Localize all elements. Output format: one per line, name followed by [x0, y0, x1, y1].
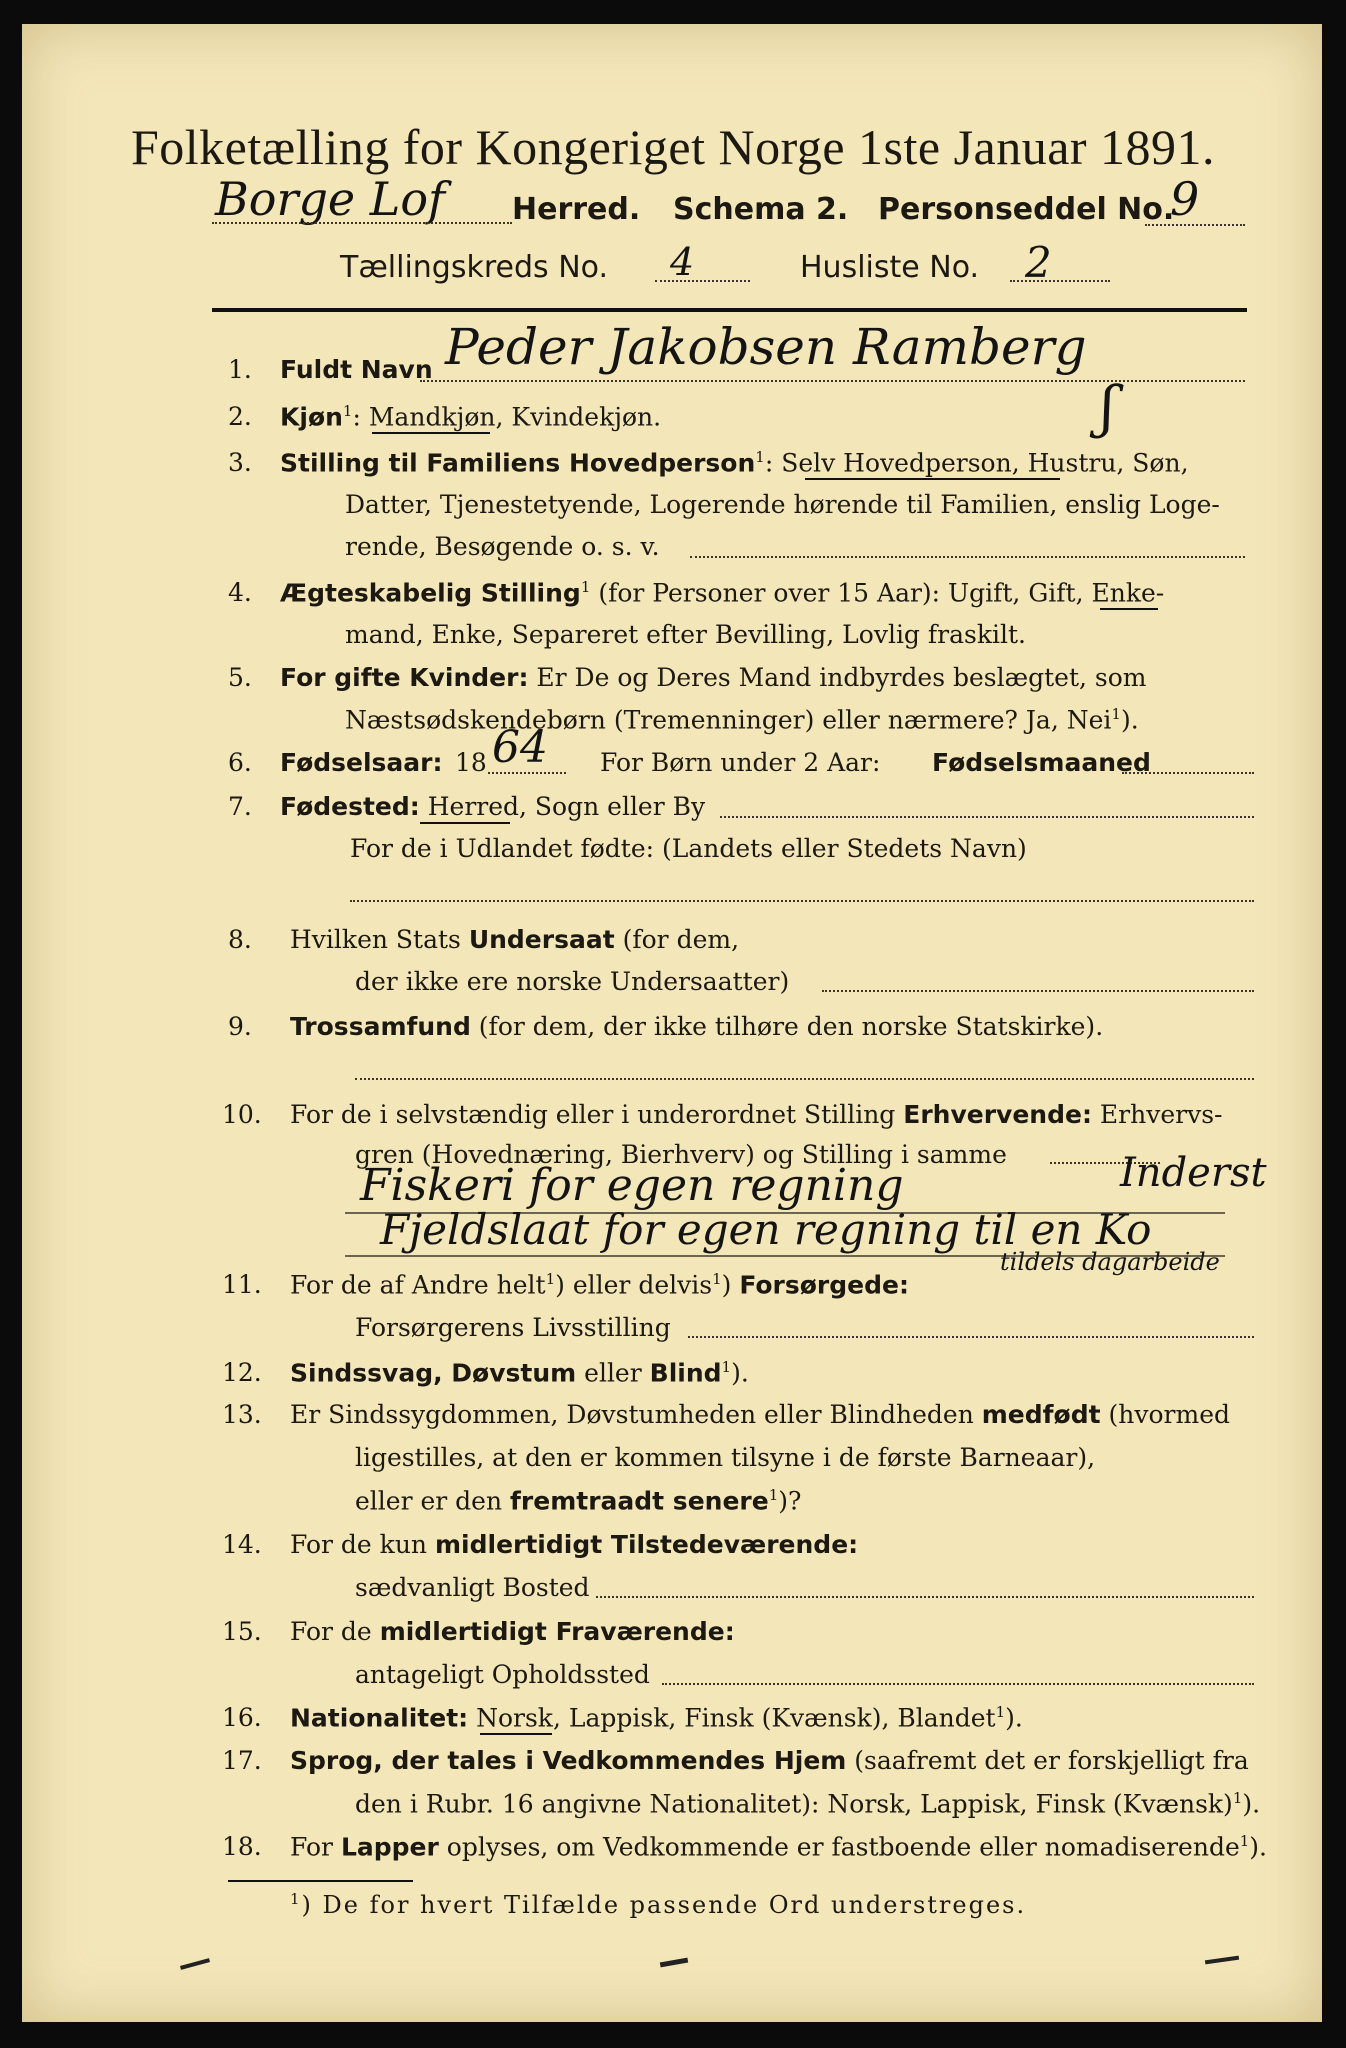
fodselsmaaned-label: Fødselsmaaned	[932, 748, 1151, 777]
lapper-text-1: For	[290, 1832, 341, 1862]
stilling-options-2: Datter, Tjenestetyende, Logerende hørende til Familien, enslig Loge-	[345, 490, 1220, 519]
erhverv-hand-3: tildels dagarbeide	[1000, 1248, 1220, 1276]
stilling-options-1: : Selv Hovedperson, Hustru, Søn,	[764, 448, 1189, 478]
husliste-dots	[1010, 280, 1110, 282]
erhverv-text-b: Erhvervs-	[1091, 1100, 1223, 1129]
item-number: 10.	[222, 1100, 262, 1129]
footnote-mark: 1	[545, 1270, 556, 1288]
born-under-text: For Børn under 2 Aar:	[600, 748, 881, 777]
footnote-mark: 1	[721, 1358, 732, 1376]
udlandet-text: For de i Udlandet fødte: (Landets eller Stedets Navn)	[350, 834, 1027, 863]
underline-herred	[420, 822, 510, 824]
erhverv-hand-2: Fjeldslaat for egen regning til en Ko	[380, 1205, 1152, 1254]
tilstede-row	[290, 1530, 858, 1559]
fravaerende-text: For de	[290, 1617, 380, 1646]
fodselsmaaned-dots	[1122, 772, 1254, 774]
nationalitet-label: Nationalitet:	[290, 1703, 469, 1733]
undersaat-label: Undersaat	[468, 925, 615, 954]
erhverv-text-2: gren (Hovednæring, Bierhverv) og Stilling i samme	[355, 1140, 1007, 1169]
kjon-label: Kjøn	[280, 402, 343, 432]
item-number: 8.	[228, 925, 252, 954]
form-title: Folketælling for Kongeriget Norge 1ste Januar 1891.	[130, 119, 1216, 175]
erhverv-label: Erhvervende:	[903, 1100, 1092, 1129]
herred-dots	[212, 222, 512, 224]
fremtraadt-label: fremtraadt senere	[510, 1486, 769, 1516]
kjon-options: : Mandkjøn, Kvindekjøn.	[352, 402, 662, 432]
erhverv-text-a: For de i selvstændig eller i underordnet Stilling	[290, 1100, 904, 1129]
erhverv-row-1	[290, 1100, 1222, 1129]
footnote-mark: 1	[995, 1703, 1006, 1721]
aegteskab-options-1: (for Personer over 15 Aar): Ugift, Gift, Enke-	[590, 578, 1165, 608]
item-number: 5.	[228, 663, 252, 692]
footnote-mark: 1	[712, 1270, 722, 1288]
item-number: 1.	[228, 355, 252, 384]
tilstede-label: midlertidigt Tilstedeværende:	[434, 1530, 859, 1559]
mark-kjon: ʃ	[1100, 375, 1116, 440]
aegteskab-options-2: mand, Enke, Separeret efter Bevilling, Lovlig fraskilt.	[345, 620, 1026, 649]
fodselsaar-label: Fødselsaar:	[280, 748, 443, 777]
footnote-mark: 1	[755, 448, 765, 466]
lapper-text-2: oplyses, om Vedkommende er fastboende eller nomadiserende	[438, 1832, 1240, 1862]
item-number: 13.	[222, 1400, 262, 1429]
fodested-dots	[720, 816, 1254, 818]
medfodt-text-b: (hvormed	[1100, 1400, 1230, 1429]
medfodt-row-1	[290, 1400, 1230, 1429]
medfodt-text-2: ligestilles, at den er kommen tilsyne i de første Barneaar),	[355, 1443, 1096, 1472]
medfodt-text-3a: eller er den	[355, 1486, 511, 1516]
fuldt-navn-value: Peder Jakobsen Ramberg	[445, 318, 1087, 376]
footnote-rule	[228, 1880, 413, 1882]
undersaat-dots	[822, 990, 1254, 992]
fodselsaar-prefix: 18	[455, 748, 487, 777]
bosted-text: sædvanligt Bosted	[355, 1573, 590, 1602]
item-number: 9.	[228, 1012, 252, 1041]
item-number: 4.	[228, 578, 252, 607]
item-number: 7.	[228, 792, 252, 821]
herred-label: Herred.	[512, 192, 641, 227]
sindssvag-text: eller	[576, 1358, 650, 1388]
trossamfund-label: Trossamfund	[290, 1012, 471, 1041]
footnote-mark: 1	[768, 1486, 779, 1504]
undersaat-text-b: (for dem,	[614, 925, 740, 954]
aegteskab-label: Ægteskabelig Stilling	[280, 578, 581, 608]
footnote-mark: 1	[1111, 705, 1121, 723]
footnote-mark: 1	[1239, 1832, 1250, 1850]
bosted-dots	[596, 1596, 1254, 1598]
sprog-row-2: den i Rubr. 16 angivne Nationalitet): Norsk, Lappisk, Finsk (Kvænsk)$^1$).	[355, 1789, 1261, 1819]
fuldt-navn-label: Fuldt Navn	[280, 355, 433, 384]
gifte-kvinder-row-2: Næstsødskendebørn (Tremenninger) eller nærmere? Ja, Nei$^1$).	[345, 705, 1139, 735]
item-number: 17.	[222, 1746, 262, 1775]
gifte-kvinder-text-2: Næstsødskendebørn (Tremenninger) eller nærmere? Ja, Nei	[345, 705, 1112, 735]
item-number: 2.	[228, 402, 252, 431]
stilling-row-1	[280, 448, 1189, 477]
underline-gift	[1100, 608, 1158, 610]
personseddel-label: Personseddel No.	[878, 192, 1175, 227]
fravaerende-row	[290, 1617, 735, 1646]
personseddel-number: 9	[1170, 172, 1200, 226]
footnote-mark: 1	[580, 578, 591, 596]
item-number: 16.	[222, 1703, 262, 1732]
sprog-text-2: den i Rubr. 16 angivne Nationalitet): Norsk, Lappisk, Finsk (Kvænsk)	[355, 1789, 1233, 1819]
medfodt-row-3: eller er den fremtraadt senere$^1$)?	[355, 1486, 802, 1516]
stilling-options-3: rende, Besøgende o. s. v.	[345, 532, 660, 561]
medfodt-text-3b: ?	[788, 1486, 802, 1516]
kjon-row	[280, 402, 661, 431]
fodselsaar-dots	[488, 772, 566, 774]
trossamfund-text: (for dem, der ikke tilhøre den norske Statskirke).	[470, 1012, 1104, 1041]
husliste-number: 2	[1025, 238, 1052, 287]
forsorgede-text-1: For de af Andre helt	[290, 1270, 546, 1300]
lapper-row: For Lapper oplyses, om Vedkommende er fastboende eller nomadiserende$^1$).	[290, 1832, 1267, 1862]
taellingskreds-label: Tællingskreds No.	[340, 250, 608, 285]
item-number: 12.	[222, 1358, 262, 1387]
forsorger-livsstilling: Forsørgerens Livsstilling	[355, 1313, 671, 1342]
nationalitet-row: Nationalitet: Norsk, Lappisk, Finsk (Kvænsk), Blandet$^1$).	[290, 1703, 1023, 1733]
nationalitet-options: Norsk, Lappisk, Finsk (Kvænsk), Blandet	[468, 1703, 996, 1733]
taellingskreds-number: 4	[670, 240, 695, 284]
gifte-kvinder-label: For gifte Kvinder:	[280, 663, 529, 692]
gifte-kvinder-text-1: Er De og Deres Mand indbyrdes beslægtet, som	[528, 663, 1147, 692]
item-number: 3.	[228, 448, 252, 477]
medfodt-text-a: Er Sindssygdommen, Døvstumheden eller Blindheden	[290, 1400, 982, 1429]
footnote-text: ) De for hvert Tilfælde passende Ord understreges.	[301, 1891, 1027, 1919]
underline-mandkjon	[372, 432, 490, 434]
fodested-label: Fødested:	[280, 792, 420, 821]
fodested-row	[280, 792, 705, 821]
personseddel-dots	[1145, 224, 1245, 226]
footnote-mark: 1	[1232, 1789, 1243, 1807]
erhverv-hand-1b: Inderst	[1120, 1150, 1267, 1196]
sprog-row-1	[290, 1746, 1249, 1775]
aegteskab-row-1	[280, 578, 1164, 607]
item-number: 11.	[222, 1270, 262, 1299]
schema-label: Schema 2.	[673, 192, 849, 227]
fodselsaar-value: 64	[492, 722, 548, 773]
blind-label: Blind	[649, 1358, 722, 1388]
forsorger-dots	[688, 1336, 1254, 1338]
stilling-label: Stilling til Familiens Hovedperson	[280, 448, 756, 478]
undersaat-text-a: Hvilken Stats	[290, 925, 469, 954]
taellingskreds-dots	[655, 280, 750, 282]
lapper-label: Lapper	[340, 1832, 439, 1862]
undersaat-text-2: der ikke ere norske Undersaatter)	[355, 967, 790, 996]
underline-selv-hovedperson	[805, 478, 1060, 480]
herred-value: Borge Lof	[215, 172, 446, 226]
tilstede-text: For de kun	[290, 1530, 435, 1559]
footnote-mark: 1	[290, 1890, 302, 1908]
husliste-label: Husliste No.	[800, 250, 980, 285]
trossamfund-dots	[355, 1078, 1254, 1080]
undersaat-row-1	[290, 925, 739, 954]
sindssvag-label: Sindssvag, Døvstum	[290, 1358, 577, 1388]
sprog-text-1: (saafremt det er forskjelligt fra	[846, 1746, 1249, 1775]
header-rule	[212, 308, 1247, 312]
underline-norsk	[480, 1733, 552, 1735]
trossamfund-row	[290, 1012, 1103, 1041]
forsorgede-label: Forsørgede:	[739, 1270, 909, 1300]
footnote	[290, 1890, 1026, 1919]
forsorgede-row: For de af Andre helt$^1$) eller delvis$^1$) Forsørgede:	[290, 1270, 909, 1300]
opholdssted-text: antageligt Opholdssted	[355, 1660, 650, 1689]
item-number: 15.	[222, 1617, 262, 1646]
forsorgede-text-1b: eller delvis	[564, 1270, 713, 1300]
fuldt-navn-dots	[420, 380, 1245, 382]
erhverv-hand-1: Fiskeri for egen regning	[360, 1160, 904, 1211]
sprog-label: Sprog, der tales i Vedkommendes Hjem	[290, 1746, 847, 1775]
fodested-options: Herred, Sogn eller By	[419, 792, 706, 821]
medfodt-label: medfødt	[981, 1400, 1101, 1429]
fravaerende-label: midlertidigt Fraværende:	[379, 1617, 735, 1646]
item-number: 14.	[222, 1530, 262, 1559]
item-number: 18.	[222, 1832, 262, 1861]
gifte-kvinder-row-1	[280, 663, 1146, 692]
item-number: 6.	[228, 748, 252, 777]
stilling-dots	[690, 556, 1245, 558]
sindssvag-row: Sindssvag, Døvstum eller Blind$^1$).	[290, 1358, 749, 1388]
footnote-mark: 1	[342, 402, 353, 420]
udlandet-dots	[350, 900, 1254, 902]
opholdssted-dots	[662, 1683, 1254, 1685]
